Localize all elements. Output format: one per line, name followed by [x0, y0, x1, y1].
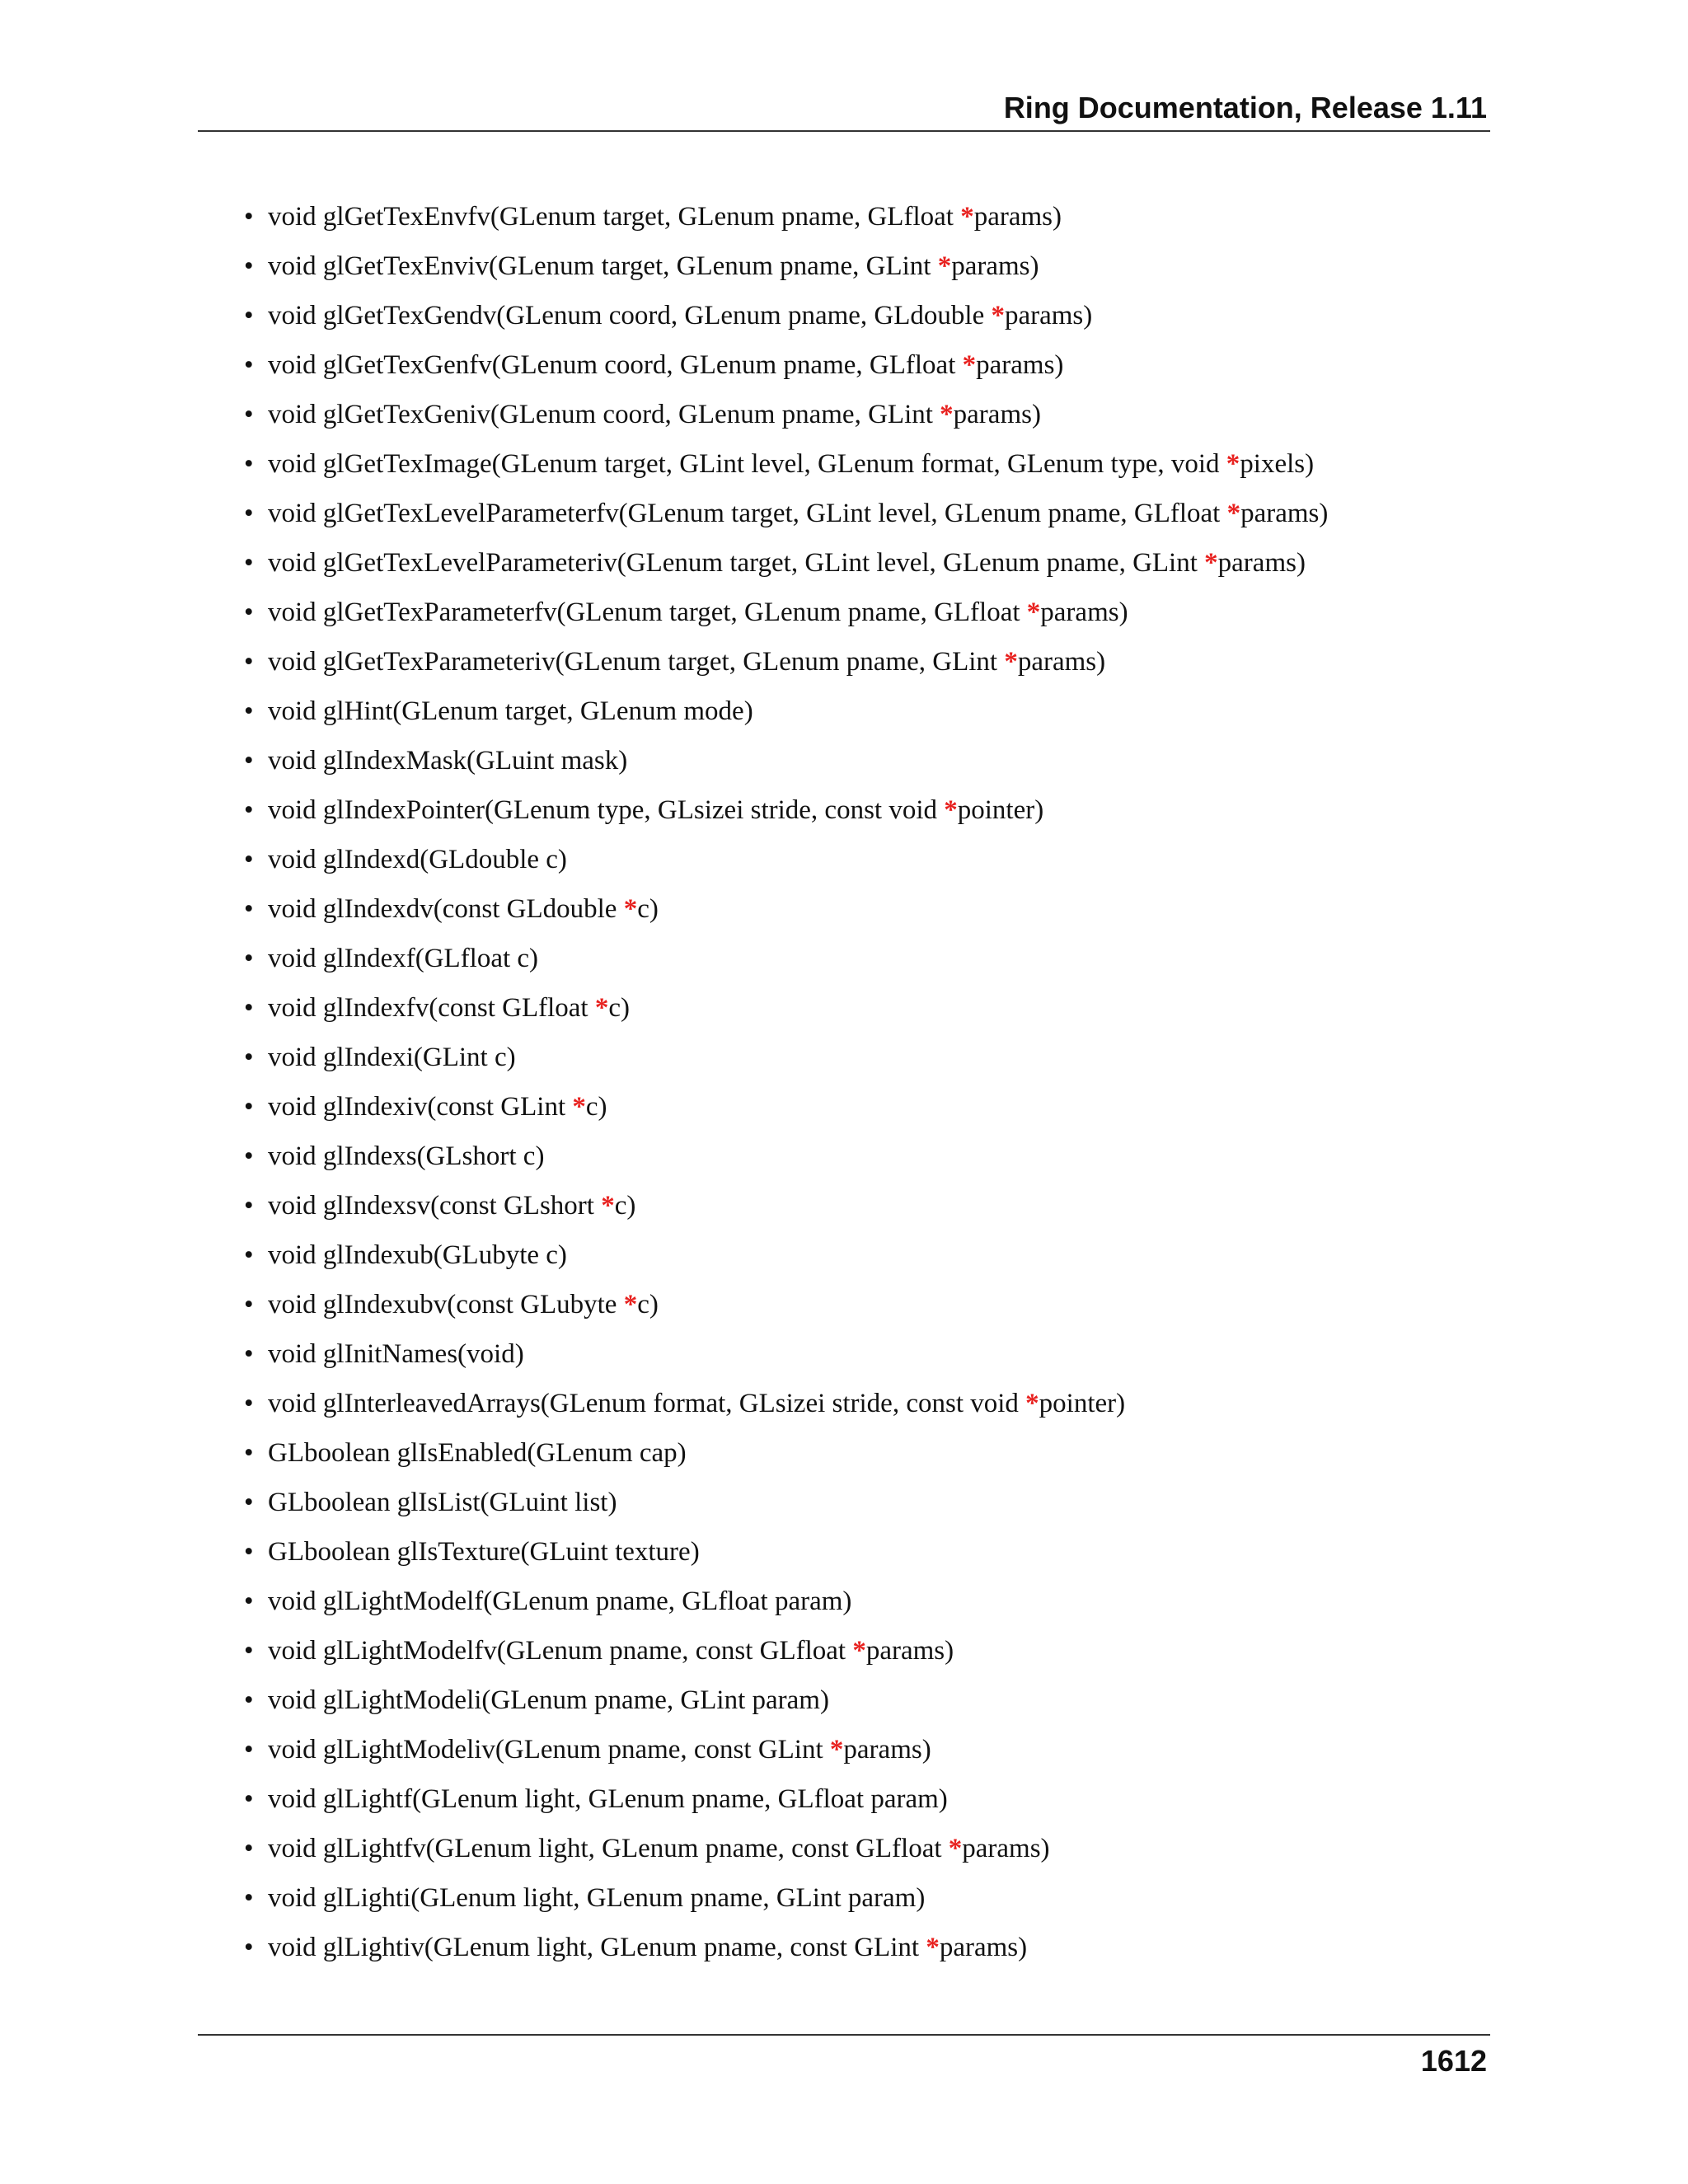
list-item	[198, 445, 1328, 494]
bullet-icon: •	[244, 993, 254, 1023]
function-signature: void glGetTexEnvfv(GLenum target, GLenum pname, GLfloat	[268, 202, 961, 232]
function-signature: void glIndexs(GLshort c)	[268, 1141, 545, 1171]
pointer-asterisk: *	[940, 400, 954, 429]
list-item	[198, 1483, 1328, 1533]
bullet-icon: •	[244, 1389, 254, 1418]
function-signature-tail: params)	[1240, 499, 1329, 528]
bullet-icon: •	[244, 1092, 254, 1122]
function-signature: void glGetTexEnviv(GLenum target, GLenum pname, GLint	[268, 251, 938, 281]
function-signature-tail: c)	[608, 993, 630, 1023]
bullet-icon: •	[244, 301, 254, 330]
bullet-icon: •	[244, 1290, 254, 1319]
bullet-icon: •	[244, 795, 254, 825]
function-signature-tail: params)	[1004, 301, 1093, 330]
pointer-asterisk: *	[1226, 449, 1240, 479]
bullet-icon: •	[244, 598, 254, 627]
bullet-icon: •	[244, 1834, 254, 1863]
list-item	[198, 1137, 1328, 1187]
list-item	[198, 1385, 1328, 1434]
pointer-asterisk: *	[601, 1191, 615, 1221]
function-signature-tail: params)	[962, 1834, 1050, 1863]
function-signature: void glHint(GLenum target, GLenum mode)	[268, 696, 753, 726]
pointer-asterisk: *	[594, 993, 609, 1023]
function-signature-tail: params)	[973, 202, 1062, 232]
bullet-icon: •	[244, 845, 254, 874]
function-signature: void glIndexfv(const GLfloat	[268, 993, 595, 1023]
list-item	[198, 841, 1328, 890]
pointer-asterisk: *	[937, 251, 952, 281]
bullet-icon: •	[244, 449, 254, 479]
bullet-icon: •	[244, 1191, 254, 1221]
list-item	[198, 346, 1328, 396]
bullet-icon: •	[244, 548, 254, 578]
function-signature: void glIndexPointer(GLenum type, GLsizei stride, const void	[268, 795, 945, 825]
bullet-icon: •	[244, 1933, 254, 1962]
bullet-icon: •	[244, 1883, 254, 1913]
function-signature: void glLightModelfv(GLenum pname, const GLfloat	[268, 1636, 853, 1666]
function-signature: void glLightModeliv(GLenum pname, const GLint	[268, 1735, 830, 1765]
bullet-icon: •	[244, 499, 254, 528]
function-signature-tail: params)	[1017, 647, 1106, 677]
pointer-asterisk: *	[948, 1834, 963, 1863]
function-signature: void glIndexiv(const GLint	[268, 1092, 573, 1122]
bullet-icon: •	[244, 251, 254, 281]
list-item	[198, 1830, 1328, 1879]
function-signature: void glGetTexLevelParameterfv(GLenum target, GLint level, GLenum pname, GLfloat	[268, 499, 1227, 528]
list-item	[198, 940, 1328, 989]
pointer-asterisk: *	[962, 350, 977, 380]
function-signature: void glInitNames(void)	[268, 1339, 524, 1369]
pointer-asterisk: *	[926, 1933, 940, 1962]
list-item	[198, 791, 1328, 841]
function-signature-tail: params)	[865, 1636, 954, 1666]
function-signature: void glGetTexGendv(GLenum coord, GLenum pname, GLdouble	[268, 301, 992, 330]
pointer-asterisk: *	[623, 894, 638, 924]
bullet-icon: •	[244, 1141, 254, 1171]
pointer-asterisk: *	[944, 795, 958, 825]
bullet-icon: •	[244, 1685, 254, 1715]
pointer-asterisk: *	[623, 1290, 638, 1319]
bullet-icon: •	[244, 696, 254, 726]
pointer-asterisk: *	[1026, 598, 1041, 627]
bullet-icon: •	[244, 1043, 254, 1072]
function-signature-tail: params)	[976, 350, 1064, 380]
function-signature: void glIndexdv(const GLdouble	[268, 894, 624, 924]
function-signature: void glGetTexImage(GLenum target, GLint level, GLenum format, GLenum type, void	[268, 449, 1226, 479]
bullet-icon: •	[244, 1438, 254, 1468]
bullet-icon: •	[244, 647, 254, 677]
page-number: 1612	[1420, 2044, 1487, 2078]
list-item	[198, 1533, 1328, 1582]
page-header-title: Ring Documentation, Release 1.11	[1003, 91, 1487, 124]
function-signature: GLboolean glIsList(GLuint list)	[268, 1488, 617, 1517]
list-item	[198, 890, 1328, 940]
list-item	[198, 544, 1328, 593]
list-item	[198, 1434, 1328, 1483]
function-signature: void glIndexubv(const GLubyte	[268, 1290, 624, 1319]
function-signature: GLboolean glIsTexture(GLuint texture)	[268, 1537, 700, 1567]
list-item	[198, 1088, 1328, 1137]
list-item	[198, 1731, 1328, 1780]
pointer-asterisk: *	[1025, 1389, 1039, 1418]
function-list	[198, 198, 1328, 1978]
list-item	[198, 1187, 1328, 1236]
function-signature: void glIndexMask(GLuint mask)	[268, 746, 628, 776]
bullet-icon: •	[244, 1735, 254, 1765]
list-item	[198, 1335, 1328, 1385]
bullet-icon: •	[244, 1537, 254, 1567]
function-signature-tail: params)	[843, 1735, 931, 1765]
function-signature: void glIndexub(GLubyte c)	[268, 1240, 567, 1270]
list-item	[198, 297, 1328, 346]
list-item	[198, 1038, 1328, 1088]
pointer-asterisk: *	[960, 202, 974, 232]
function-signature: void glGetTexLevelParameteriv(GLenum target, GLint level, GLenum pname, GLint	[268, 548, 1205, 578]
function-signature: void glLightf(GLenum light, GLenum pname, GLfloat param)	[268, 1784, 948, 1814]
list-item	[198, 1780, 1328, 1830]
list-item	[198, 643, 1328, 692]
pointer-asterisk: *	[852, 1636, 866, 1666]
bullet-icon: •	[244, 1240, 254, 1270]
bullet-icon: •	[244, 1586, 254, 1616]
bullet-icon: •	[244, 202, 254, 232]
function-signature-tail: params)	[953, 400, 1041, 429]
bullet-icon: •	[244, 1784, 254, 1814]
header-rule	[198, 130, 1490, 132]
bullet-icon: •	[244, 746, 254, 776]
pointer-asterisk: *	[1226, 499, 1241, 528]
pointer-asterisk: *	[1204, 548, 1218, 578]
bullet-icon: •	[244, 944, 254, 973]
list-item	[198, 1632, 1328, 1681]
function-signature-tail: c)	[585, 1092, 607, 1122]
list-item	[198, 742, 1328, 791]
bullet-icon: •	[244, 1488, 254, 1517]
list-item	[198, 1929, 1328, 1978]
function-signature-tail: params)	[951, 251, 1039, 281]
list-item	[198, 593, 1328, 643]
footer-rule	[198, 2034, 1490, 2036]
pointer-asterisk: *	[991, 301, 1005, 330]
function-signature-tail: params)	[1217, 548, 1306, 578]
list-item	[198, 198, 1328, 247]
function-signature: void glGetTexParameterfv(GLenum target, GLenum pname, GLfloat	[268, 598, 1027, 627]
function-signature-tail: c)	[637, 1290, 659, 1319]
bullet-icon: •	[244, 894, 254, 924]
function-signature: GLboolean glIsEnabled(GLenum cap)	[268, 1438, 687, 1468]
function-signature: void glLightModelf(GLenum pname, GLfloat param)	[268, 1586, 852, 1616]
function-signature: void glIndexsv(const GLshort	[268, 1191, 602, 1221]
function-signature: void glLighti(GLenum light, GLenum pname, GLint param)	[268, 1883, 926, 1913]
function-signature: void glIndexi(GLint c)	[268, 1043, 516, 1072]
list-item	[198, 396, 1328, 445]
function-signature: void glInterleavedArrays(GLenum format, GLsizei stride, const void	[268, 1389, 1026, 1418]
function-signature-tail: params)	[1040, 598, 1128, 627]
list-item	[198, 494, 1328, 544]
function-signature: void glLightfv(GLenum light, GLenum pname, const GLfloat	[268, 1834, 949, 1863]
function-signature-tail: pixels)	[1240, 449, 1315, 479]
function-signature: void glLightiv(GLenum light, GLenum pname, const GLint	[268, 1933, 926, 1962]
function-signature-tail: pointer)	[1039, 1389, 1126, 1418]
list-item	[198, 1681, 1328, 1731]
list-item	[198, 1236, 1328, 1286]
list-item	[198, 989, 1328, 1038]
list-item	[198, 1286, 1328, 1335]
list-item	[198, 1879, 1328, 1929]
bullet-icon: •	[244, 400, 254, 429]
list-item	[198, 247, 1328, 297]
function-signature: void glIndexd(GLdouble c)	[268, 845, 567, 874]
function-signature: void glIndexf(GLfloat c)	[268, 944, 539, 973]
function-signature: void glGetTexGeniv(GLenum coord, GLenum pname, GLint	[268, 400, 940, 429]
list-item	[198, 692, 1328, 742]
function-signature-tail: pointer)	[957, 795, 1044, 825]
function-signature: void glGetTexGenfv(GLenum coord, GLenum pname, GLfloat	[268, 350, 963, 380]
bullet-icon: •	[244, 1636, 254, 1666]
list-item	[198, 1582, 1328, 1632]
pointer-asterisk: *	[829, 1735, 844, 1765]
function-signature-tail: c)	[637, 894, 659, 924]
pointer-asterisk: *	[572, 1092, 586, 1122]
function-signature-tail: c)	[614, 1191, 636, 1221]
pointer-asterisk: *	[1004, 647, 1018, 677]
function-signature: void glLightModeli(GLenum pname, GLint param)	[268, 1685, 829, 1715]
function-signature-tail: params)	[939, 1933, 1028, 1962]
bullet-icon: •	[244, 350, 254, 380]
function-signature: void glGetTexParameteriv(GLenum target, GLenum pname, GLint	[268, 647, 1005, 677]
bullet-icon: •	[244, 1339, 254, 1369]
